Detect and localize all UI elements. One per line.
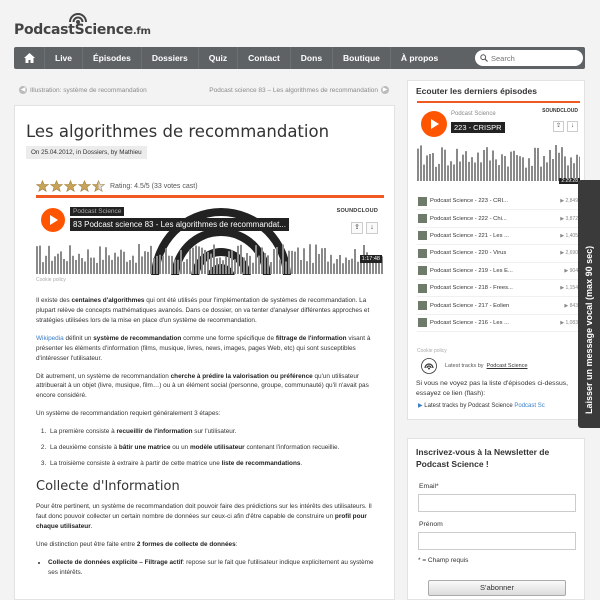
- waveform-bar: [303, 248, 305, 274]
- waveform-bar: [465, 151, 467, 181]
- track-name: Podcast Science - 217 - Eolien: [430, 302, 510, 309]
- search-icon: [480, 54, 488, 62]
- waveform-bar: [489, 160, 491, 181]
- waveform-bar: [99, 246, 101, 274]
- logo-text: PodcastScience.fm: [14, 22, 151, 38]
- email-field[interactable]: [418, 494, 576, 512]
- home-icon: [24, 53, 35, 63]
- waveform-bar: [252, 263, 254, 274]
- waveform-bar: [39, 246, 41, 274]
- waveform-bar: [171, 256, 173, 274]
- waveform-bar: [312, 263, 314, 274]
- nav-item-boutique[interactable]: Boutique: [332, 47, 390, 69]
- waveform-bar: [531, 166, 533, 181]
- waveform-bar: [327, 262, 329, 274]
- podcast-avatar-icon: [421, 358, 437, 374]
- waveform-bar: [273, 249, 275, 274]
- next-post-label: Podcast science 83 – Les algorithmes de recommandation: [209, 86, 378, 94]
- waveform-bar: [255, 245, 257, 274]
- star-icon[interactable]: [36, 180, 49, 193]
- waveform-bar: [351, 259, 353, 274]
- waveform-bar: [507, 167, 509, 181]
- list-item: 2. La deuxième consiste à bâtir une matrice ou un modèle utilisateur contenant l'information recueillie.: [48, 443, 378, 453]
- waveform-bar: [162, 256, 164, 274]
- waveform-bar: [519, 156, 521, 181]
- waveform-bar: [306, 261, 308, 274]
- waveform[interactable]: [417, 145, 580, 181]
- track-row[interactable]: [417, 315, 580, 332]
- share-icon[interactable]: ⇪: [351, 222, 363, 234]
- waveform-bar: [540, 167, 542, 181]
- track-thumbnail: [418, 197, 427, 206]
- article: [14, 105, 395, 600]
- waveform-bar: [555, 145, 557, 181]
- search-box: [475, 50, 583, 66]
- waveform-bar: [456, 149, 458, 181]
- track-thumbnail: [418, 318, 427, 327]
- waveform-bar: [204, 250, 206, 274]
- waveform-bar: [264, 253, 266, 274]
- waveform-bar: [270, 262, 272, 274]
- waveform-bar: [150, 246, 152, 274]
- distinction-paragraph: Une distinction peut être faite entre 2 formes de collecte de données:: [36, 540, 238, 548]
- waveform-bar: [480, 162, 482, 181]
- explanation-paragraph: Dit autrement, un système de recommandation cherche à prédire la valorisation ou préférence qu'un utilisateur attribuerait à un objet (livre, musique, film…) ou à un élément social (personne, groupe, communauté) qu'il n'avait pas encore considéré.: [36, 372, 369, 400]
- waveform-bar: [498, 165, 500, 181]
- waveform-bar: [546, 162, 548, 181]
- prev-post-link[interactable]: [16, 86, 147, 94]
- play-count: ▶ 2,849: [560, 198, 578, 205]
- waveform-bar: [84, 261, 86, 274]
- track-name: Podcast Science - 223 - CRI...: [430, 198, 508, 205]
- play-count: ▶ 904: [564, 267, 578, 274]
- waveform-bar: [330, 255, 332, 274]
- arrow-left-icon: ◀: [20, 87, 26, 93]
- waveform-bar: [339, 255, 341, 274]
- voice-message-tab[interactable]: [578, 180, 600, 428]
- search-input[interactable]: [491, 54, 571, 63]
- waveform-bar: [429, 154, 431, 181]
- waveform-bar: [423, 165, 425, 181]
- waveform-bar: [558, 153, 560, 181]
- waveform-bar: [291, 251, 293, 274]
- waveform-bar: [69, 245, 71, 274]
- track-thumbnail: [418, 284, 427, 293]
- waveform-bar: [513, 151, 515, 181]
- waveform-bar: [468, 162, 470, 181]
- firstname-label: Prénom: [419, 521, 443, 528]
- waveform-bar: [288, 251, 290, 274]
- playlist-footer: Latest tracks by Podcast Science: [417, 356, 580, 376]
- player-artist[interactable]: Podcast Science: [451, 111, 496, 117]
- list-item: 1. La première consiste à recueillir de l'information sur l'utilisateur.: [48, 427, 378, 437]
- waveform-bar: [117, 257, 119, 274]
- waveform-bar: [309, 244, 311, 274]
- waveform-bar: [261, 247, 263, 274]
- waveform-bar: [552, 159, 554, 181]
- waveform-bar: [492, 150, 494, 181]
- waveform-bar: [549, 150, 551, 181]
- page-title: Les algorithmes de recommandation: [26, 122, 330, 141]
- article-body: [36, 296, 378, 584]
- waveform-bar: [207, 252, 209, 274]
- waveform-bar: [435, 167, 437, 181]
- waveform-bar: [213, 245, 215, 274]
- waveform-bar: [453, 164, 455, 181]
- soundcloud-logo[interactable]: SOUNDCLOUD: [542, 108, 578, 114]
- playlist-player: [417, 101, 580, 184]
- download-icon[interactable]: ↓: [567, 121, 578, 132]
- waveform-bar: [441, 147, 443, 181]
- soundcloud-logo[interactable]: SOUNDCLOUD: [336, 208, 378, 214]
- podcast-science-link[interactable]: Podcast Science: [486, 363, 528, 369]
- track-name: Podcast Science - 220 - Virus: [430, 250, 507, 257]
- waveform-bar: [267, 255, 269, 274]
- waveform-bar: [516, 155, 518, 181]
- waveform-bar: [483, 150, 485, 181]
- waveform-bar: [120, 250, 122, 274]
- waveform-bar: [438, 164, 440, 181]
- play-button[interactable]: [421, 111, 447, 137]
- waveform-bar: [159, 255, 161, 274]
- waveform-bar: [444, 150, 446, 181]
- waveform-bar: [129, 260, 131, 274]
- waveform-bar: [294, 252, 296, 274]
- section-heading: Collecte d'Information: [36, 478, 180, 494]
- waveform-bar: [186, 259, 188, 274]
- track-row[interactable]: [417, 210, 580, 227]
- play-count: ▶ 1,154: [560, 285, 578, 292]
- waveform-bar: [57, 254, 59, 274]
- waveform-bar: [495, 159, 497, 181]
- waveform-bar: [318, 254, 320, 274]
- waveform-bar: [90, 258, 92, 274]
- track-name: Podcast Science - 219 - Les E...: [430, 267, 513, 274]
- waveform-bar: [51, 261, 53, 274]
- voice-message-label: Laisser un message vocal (max 90 sec): [584, 245, 594, 414]
- waveform-bar: [111, 260, 113, 274]
- track-name: Podcast Science - 218 - Frees...: [430, 285, 513, 292]
- latest-tracks-flash[interactable]: ▶ Latest tracks by Podcast Science Podcast Sc: [418, 403, 545, 409]
- waveform-bar: [177, 260, 179, 274]
- definition-paragraph: Wikipedia définit un système de recommandation comme une forme spécifique de filtrage de l'information visant à présenter les éléments d'information (films, musique, livres, news, images, pages Web, etc) qui sont susceptibles d'intéresser l'utilisateur.: [36, 334, 371, 362]
- waveform-bar: [174, 259, 176, 274]
- track-row[interactable]: [417, 297, 580, 314]
- steps-intro: Un système de recommandation requiert généralement 3 étapes:: [36, 410, 221, 418]
- steps-list: [48, 427, 378, 469]
- required-note: * = Champ requis: [418, 557, 469, 564]
- waveform-bar: [276, 247, 278, 274]
- waveform-bar: [459, 162, 461, 181]
- track-list: [417, 193, 580, 332]
- soundcloud-player: [36, 195, 384, 275]
- home-button[interactable]: [14, 47, 44, 69]
- waveform-bar: [243, 257, 245, 274]
- waveform-bar: [237, 246, 239, 274]
- waveform-bar: [561, 147, 563, 181]
- prev-post-label: Illustration: système de recommandation: [30, 86, 147, 94]
- star-icon[interactable]: [64, 180, 77, 193]
- waveform-bar: [486, 147, 488, 181]
- waveform-bar: [126, 262, 128, 274]
- waveform-bar: [225, 257, 227, 274]
- waveform-bar: [354, 249, 356, 274]
- waveform-bar: [342, 263, 344, 274]
- track-thumbnail: [418, 301, 427, 310]
- play-count: ▶ 2,690: [560, 250, 578, 257]
- play-count: ▶ 843: [564, 302, 578, 309]
- waveform-bar: [153, 258, 155, 274]
- player-track-title[interactable]: 83 Podcast science 83 - Les algorithmes de recommandat...: [70, 218, 289, 231]
- fallback-note: Si vous ne voyez pas la liste d'épisodes ci-dessus, essayez ce lien (flash):: [416, 380, 569, 397]
- waveform-bar: [114, 253, 116, 274]
- episodes-title: Ecouter les derniers épisodes: [416, 86, 537, 96]
- rating-text: Rating: 4.5/5 (33 votes cast): [110, 183, 198, 190]
- wikipedia-link[interactable]: Wikipedia: [36, 334, 64, 342]
- waveform-bar: [219, 258, 221, 274]
- track-thumbnail: [418, 231, 427, 240]
- episodes-widget: [407, 80, 585, 420]
- waveform-bar: [72, 256, 74, 274]
- nav-item-contact[interactable]: Contact: [237, 47, 290, 69]
- waveform-bar: [240, 245, 242, 274]
- waveform-bar: [141, 256, 143, 274]
- waveform-bar: [477, 153, 479, 181]
- download-icon[interactable]: ↓: [366, 222, 378, 234]
- waveform-bar: [315, 245, 317, 274]
- waveform-bar: [63, 259, 65, 274]
- waveform-bar: [132, 256, 134, 274]
- waveform-bar: [201, 248, 203, 274]
- nav-item-a-propos[interactable]: À propos: [390, 47, 448, 69]
- intro-paragraph: Il existe des centaines d'algorithmes qui ont été utilisés pour l'implémentation de systèmes de recommandation. La plupart relève de concepts mathématiques avancés. Dans ce dossier, on va tenter d'analyser différentes approches et stratégies utilisées lors de la mise en place d'un système de recommandation.: [36, 297, 370, 324]
- waveform-bar: [297, 248, 299, 274]
- waveform-bar: [543, 156, 545, 181]
- waveform-bar: [375, 262, 377, 274]
- track-row[interactable]: [417, 228, 580, 245]
- waveform-bar: [108, 255, 110, 274]
- waveform-bar: [360, 261, 362, 274]
- star-icon[interactable]: [78, 180, 91, 193]
- newsletter-title: Inscrivez-vous à la Newsletter de Podcast Science !: [416, 447, 550, 469]
- play-count: ▶ 3,872: [560, 215, 578, 222]
- waveform-bar: [168, 256, 170, 274]
- waveform-bar: [198, 246, 200, 274]
- waveform[interactable]: [36, 244, 384, 274]
- waveform-bar: [249, 256, 251, 274]
- waveform-bar: [183, 262, 185, 274]
- waveform-bar: [48, 246, 50, 274]
- waveform-bar: [81, 258, 83, 274]
- rating: [36, 180, 198, 193]
- waveform-bar: [234, 259, 236, 274]
- track-duration: 2:29:28: [561, 178, 578, 184]
- waveform-bar: [357, 262, 359, 274]
- waveform-bar: [189, 250, 191, 274]
- post-meta: On 25.04.2012, in Dossiers, by Mathieu: [26, 146, 147, 159]
- star-half-icon[interactable]: [92, 180, 105, 193]
- waveform-bar: [165, 248, 167, 274]
- track-name: Podcast Science - 216 - Les ...: [430, 319, 509, 326]
- track-duration: 1:17:48: [361, 256, 380, 262]
- waveform-bar: [450, 161, 452, 181]
- waveform-bar: [147, 252, 149, 274]
- track-name: Podcast Science - 221 - Les ...: [430, 232, 509, 239]
- newsletter-widget: [407, 438, 585, 600]
- collect-paragraph: Pour être pertinent, un système de recommandation doit pouvoir faire des prédictions sur les intérêts des utilisateurs. Il faut donc pouvoir collecter un certain nombre de données sur ceux-ci afin d'être capable de construire un profil pour chaque utilisateur.: [36, 503, 372, 530]
- waveform-bar: [534, 148, 536, 181]
- waveform-bar: [510, 152, 512, 181]
- waveform-bar: [246, 253, 248, 274]
- waveform-bar: [447, 165, 449, 181]
- waveform-bar: [285, 261, 287, 274]
- play-count: ▶ 1,405: [560, 232, 578, 239]
- nav-item-dossiers[interactable]: Dossiers: [141, 47, 198, 69]
- play-button[interactable]: [41, 208, 65, 232]
- nav-item-live[interactable]: Live: [44, 47, 82, 69]
- arrow-right-icon: ▶: [382, 87, 388, 93]
- waveform-bar: [144, 251, 146, 274]
- waveform-bar: [156, 256, 158, 274]
- waveform-bar: [324, 248, 326, 274]
- collect-list: [48, 558, 378, 578]
- waveform-bar: [87, 249, 89, 274]
- waveform-bar: [345, 258, 347, 274]
- firstname-field[interactable]: [418, 532, 576, 550]
- waveform-bar: [231, 250, 233, 274]
- play-count: ▶ 1,083: [560, 319, 578, 326]
- waveform-bar: [279, 259, 281, 274]
- track-row[interactable]: [417, 193, 580, 210]
- star-icon[interactable]: [50, 180, 63, 193]
- track-row[interactable]: [417, 245, 580, 262]
- waveform-bar: [300, 260, 302, 274]
- waveform-bar: [537, 148, 539, 181]
- waveform-bar: [78, 254, 80, 274]
- track-row[interactable]: [417, 263, 580, 280]
- waveform-bar: [192, 248, 194, 274]
- waveform-bar: [525, 168, 527, 181]
- waveform-bar: [66, 261, 68, 274]
- email-label: Email*: [419, 483, 439, 490]
- waveform-bar: [474, 163, 476, 181]
- cookie-policy-link[interactable]: Cookie policy: [36, 277, 66, 283]
- track-thumbnail: [418, 249, 427, 258]
- waveform-bar: [42, 262, 44, 274]
- main-nav: [14, 47, 585, 69]
- waveform-bar: [321, 248, 323, 274]
- player-artist[interactable]: Podcast Science: [70, 207, 124, 216]
- waveform-bar: [123, 252, 125, 274]
- waveform-bar: [426, 155, 428, 181]
- waveform-bar: [282, 244, 284, 274]
- waveform-bar: [210, 254, 212, 274]
- waveform-bar: [528, 158, 530, 181]
- waveform-bar: [138, 244, 140, 274]
- waveform-bar: [522, 157, 524, 181]
- waveform-bar: [417, 149, 419, 181]
- waveform-bar: [501, 154, 503, 181]
- waveform-bar: [462, 155, 464, 181]
- waveform-bar: [135, 263, 137, 274]
- waveform-bar: [93, 258, 95, 274]
- nav-item-episodes[interactable]: Épisodes: [82, 47, 141, 69]
- site-logo[interactable]: [14, 8, 154, 44]
- soundcloud-playlist: [417, 101, 580, 369]
- waveform-bar: [333, 263, 335, 274]
- waveform-bar: [75, 260, 77, 274]
- waveform-bar: [348, 260, 350, 274]
- track-row[interactable]: [417, 280, 580, 297]
- waveform-bar: [222, 260, 224, 274]
- waveform-bar: [45, 256, 47, 274]
- list-item: 3. La troisième consiste à extraire à partir de cette matrice une liste de recommandations.: [48, 459, 378, 469]
- waveform-bar: [258, 256, 260, 274]
- nav-item-dons[interactable]: Dons: [290, 47, 332, 69]
- nav-item-quiz[interactable]: Quiz: [198, 47, 237, 69]
- waveform-bar: [195, 246, 197, 274]
- cookie-policy-link[interactable]: Cookie policy: [417, 348, 447, 354]
- waveform-bar: [432, 153, 434, 181]
- waveform-bar: [36, 246, 38, 274]
- waveform-bar: [471, 157, 473, 181]
- track-thumbnail: [418, 266, 427, 275]
- share-icon[interactable]: ⇪: [553, 121, 564, 132]
- waveform-bar: [96, 263, 98, 274]
- waveform-bar: [369, 263, 371, 274]
- next-post-link[interactable]: [209, 86, 392, 94]
- waveform-bar: [180, 250, 182, 274]
- track-thumbnail: [418, 214, 427, 223]
- waveform-bar: [228, 251, 230, 274]
- track-name: Podcast Science - 222 - Chi...: [430, 215, 507, 222]
- player-track-title[interactable]: 223 - CRISPR: [451, 122, 505, 133]
- waveform-bar: [336, 259, 338, 274]
- waveform-bar: [60, 251, 62, 274]
- waveform-bar: [54, 256, 56, 274]
- subscribe-button[interactable]: S'abonner: [428, 580, 566, 596]
- waveform-bar: [105, 247, 107, 274]
- waveform-bar: [504, 156, 506, 181]
- play-icon: ▶: [418, 403, 423, 409]
- list-item: • Collecte de données explicite – Filtrage actif: repose sur le fait que l'utilisateur indique explicitement au système ses intérêts.: [48, 558, 378, 578]
- waveform-bar: [102, 260, 104, 274]
- waveform-bar: [216, 258, 218, 274]
- waveform-bar: [420, 145, 422, 181]
